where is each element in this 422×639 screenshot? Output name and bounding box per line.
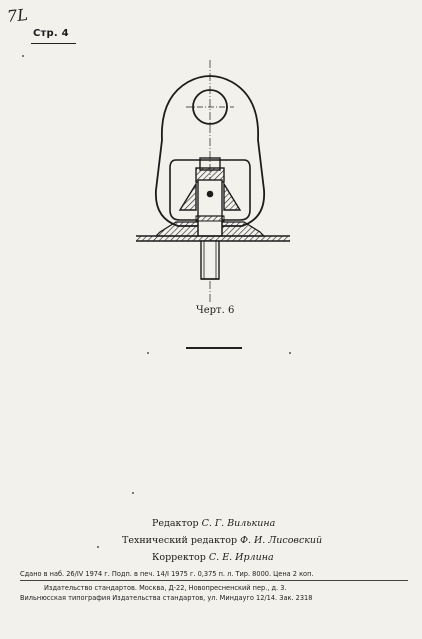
page-number-label: Стр. 4: [33, 28, 69, 39]
base-flange-right: [222, 222, 264, 236]
pin-hole: [207, 191, 212, 196]
imprint-print-details: Сдано в наб. 26/IV 1974 г. Подп. в печ. 14/I 1975 г. 0,375 п. л. Тир. 8000. Цена 2 коп.: [20, 570, 314, 578]
credit-editor: [112, 515, 362, 532]
page-label-underline: [31, 43, 76, 44]
credit-proofreader: [112, 549, 362, 566]
scan-speck: [132, 492, 134, 494]
credits-block: [112, 515, 362, 566]
section-divider: [186, 347, 242, 349]
credit-role: Корректор: [152, 552, 206, 563]
imprint-block: [20, 569, 408, 603]
technical-drawing: [130, 60, 300, 305]
credit-name: Ф. И. Лисовский: [240, 535, 323, 546]
plate-section: [136, 236, 290, 241]
bolt-collar: [196, 216, 224, 221]
bolt-body: [198, 180, 222, 236]
handwritten-page-note: 7L: [6, 4, 29, 27]
scan-speck: [289, 352, 291, 354]
scan-speck: [22, 55, 24, 57]
base-flange-left: [156, 222, 198, 236]
credit-name: С. Г. Вилькина: [201, 518, 276, 529]
scan-speck: [147, 352, 149, 354]
figure-caption: Черт. 6: [196, 305, 235, 316]
credit-role: Редактор: [152, 518, 199, 529]
credit-role: Технический редактор: [122, 535, 238, 546]
imprint-publisher: Издательство стандартов. Москва, Д-22, Новопресненский пер., д. 3.: [44, 584, 287, 592]
credit-tech-editor: [112, 532, 362, 549]
scan-speck: [97, 546, 99, 548]
credit-name: С. Е. Ирлина: [208, 552, 274, 563]
imprint-rule: [20, 580, 408, 581]
imprint-printer: Вильнюсская типография Издательства стандартов, ул. Миндауго 12/14. Зак. 2318: [20, 594, 313, 602]
